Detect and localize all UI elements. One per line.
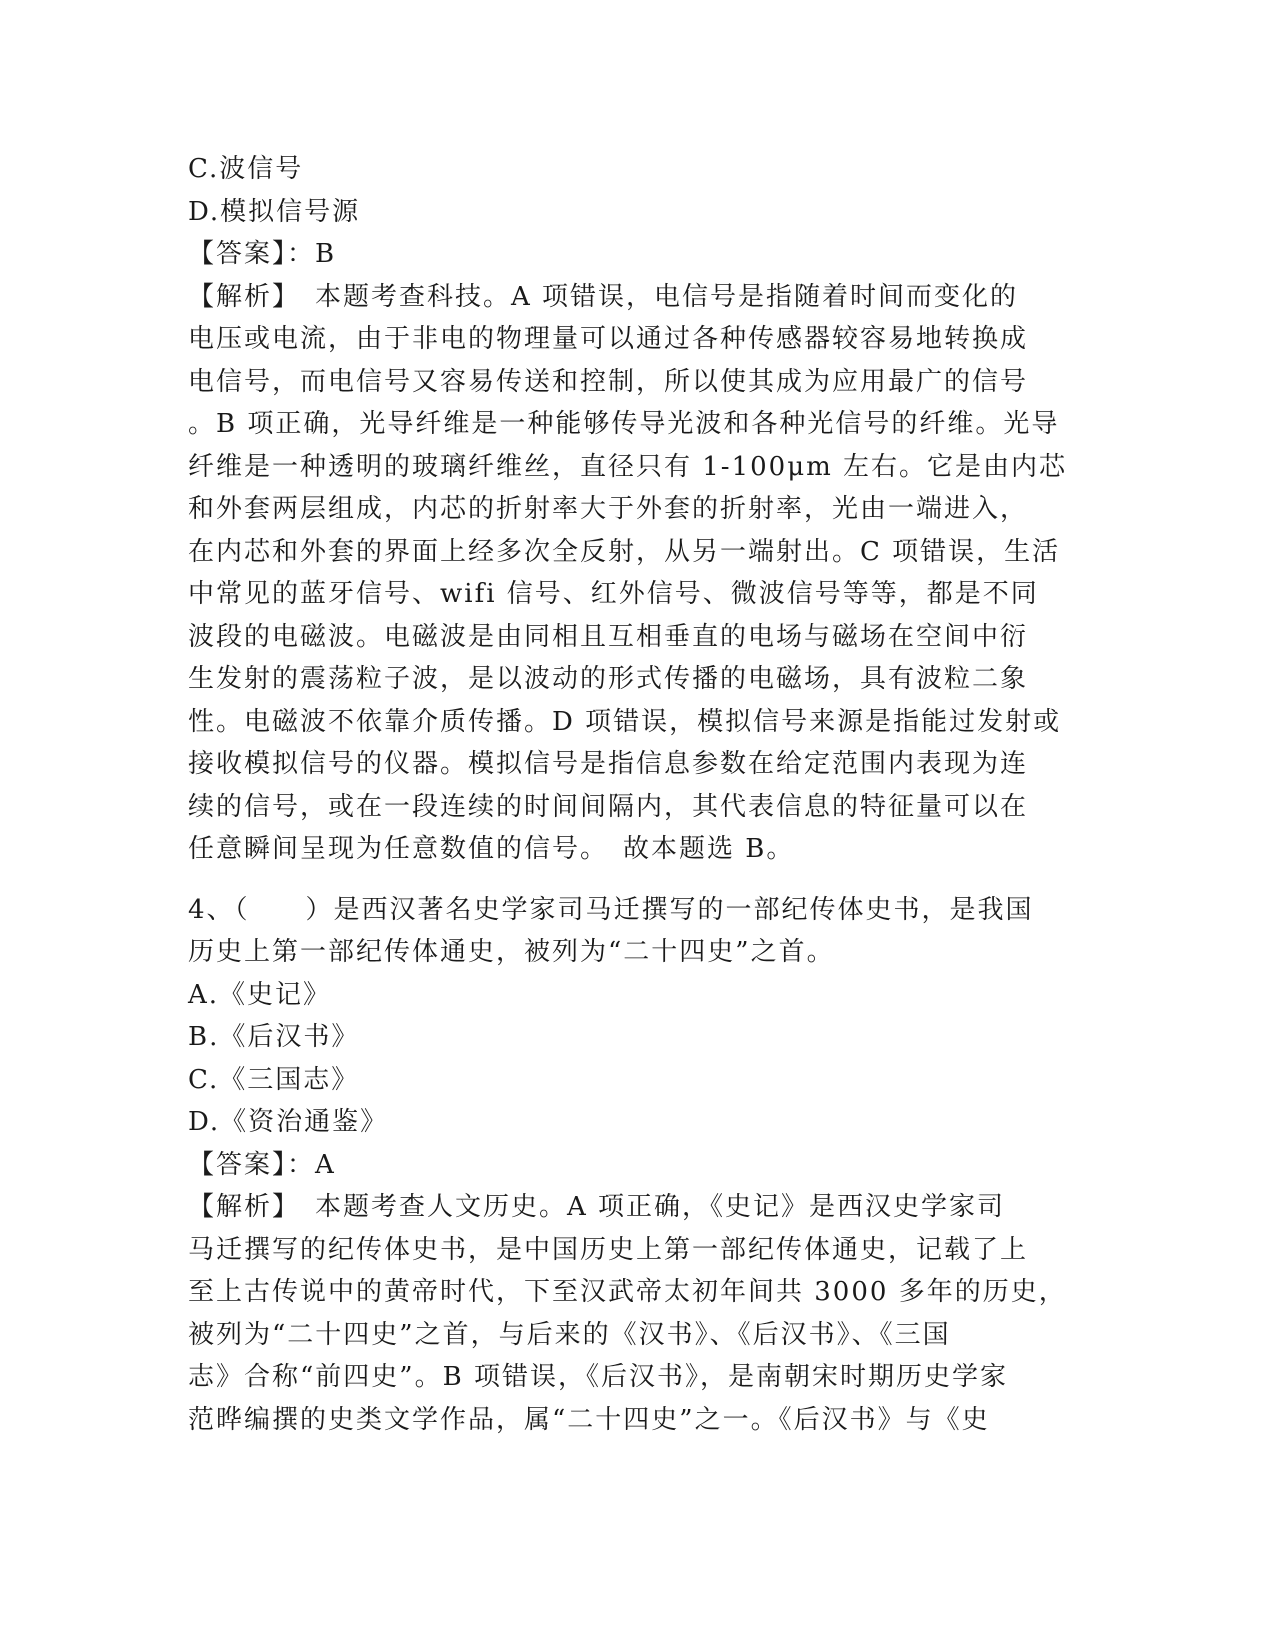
- question-3-tail: [188, 148, 1073, 871]
- explanation-line: 中常见的蓝牙信号、wifi 信号、红外信号、微波信号等等，都是不同: [188, 579, 1039, 609]
- explanation-line: 接收模拟信号的仪器。模拟信号是指信息参数在给定范围内表现为连: [188, 749, 1029, 779]
- explanation-line: 被列为“二十四史”之首，与后来的《汉书》、《后汉书》、《三国: [188, 1319, 951, 1350]
- stem-line: 4、（ ）是西汉著名史学家司马迁撰写的一部纪传体史书，是我国: [188, 894, 1034, 925]
- explanation-line: 性。电磁波不依靠介质传播。D 项错误，模拟信号来源是指能过发射或: [188, 706, 1062, 737]
- question-stem: [188, 889, 1073, 974]
- answer-line: 【答案】：A: [188, 1149, 336, 1180]
- option-c: C.波信号: [188, 154, 304, 184]
- explanation-line: 续的信号，或在一段连续的时间间隔内，其代表信息的特征量可以在: [188, 791, 1029, 822]
- stem-line: 历史上第一部纪传体通史，被列为“二十四史”之首。: [188, 937, 835, 967]
- explanation-line: 任意瞬间呈现为任意数值的信号。 故本题选 B。: [188, 834, 795, 864]
- question-4: [188, 889, 1073, 1442]
- explanation-line: 纤维是一种透明的玻璃纤维丝，直径只有 1-100μm 左右。它是由内芯: [188, 451, 1068, 482]
- option-d: D.《资治通鉴》: [188, 1107, 389, 1137]
- explanation: [188, 1186, 1073, 1441]
- explanation-line: 范晔编撰的史类文学作品，属“二十四史”之一。《后汉书》与《史: [188, 1404, 990, 1435]
- explanation-line: 马迁撰写的纪传体史书，是中国历史上第一部纪传体通史，记载了上: [188, 1234, 1029, 1265]
- option-a: A.《史记》: [188, 979, 332, 1010]
- explanation: [188, 276, 1073, 871]
- explanation-line: 波段的电磁波。电磁波是由同相且互相垂直的电场与磁场在空间中衍: [188, 621, 1029, 652]
- explanation-line: 在内芯和外套的界面上经多次全反射，从另一端射出。C 项错误，生活: [188, 536, 1061, 567]
- explanation-line: 电压或电流，由于非电的物理量可以通过各种传感器较容易地转换成: [188, 324, 1029, 354]
- explanation-line: 生发射的震荡粒子波，是以波动的形式传播的电磁场，具有波粒二象: [188, 664, 1029, 694]
- explanation-line: 。B 项正确，光导纤维是一种能够传导光波和各种光信号的纤维。光导: [188, 409, 1060, 439]
- explanation-line: 【解析】 本题考查人文历史。A 项正确，《史记》是西汉史学家司: [188, 1192, 1006, 1222]
- explanation-line: 电信号，而电信号又容易传送和控制，所以使其成为应用最广的信号: [188, 366, 1029, 397]
- answer-line: 【答案】：B: [188, 239, 337, 269]
- explanation-line: 志》合称“前四史”。B 项错误，《后汉书》，是南朝宋时期历史学家: [188, 1362, 1008, 1392]
- explanation-line: 【解析】 本题考查科技。A 项错误，电信号是指随着时间而变化的: [188, 281, 1019, 312]
- page-content: [188, 148, 1073, 1441]
- option-b: B.《后汉书》: [188, 1022, 360, 1052]
- explanation-line: 和外套两层组成，内芯的折射率大于外套的折射率，光由一端进入，: [188, 494, 1029, 524]
- explanation-line: 至上古传说中的黄帝时代，下至汉武帝太初年间共 3000 多年的历史，: [188, 1277, 1067, 1307]
- option-d: D.模拟信号源: [188, 196, 361, 227]
- option-c: C.《三国志》: [188, 1064, 360, 1095]
